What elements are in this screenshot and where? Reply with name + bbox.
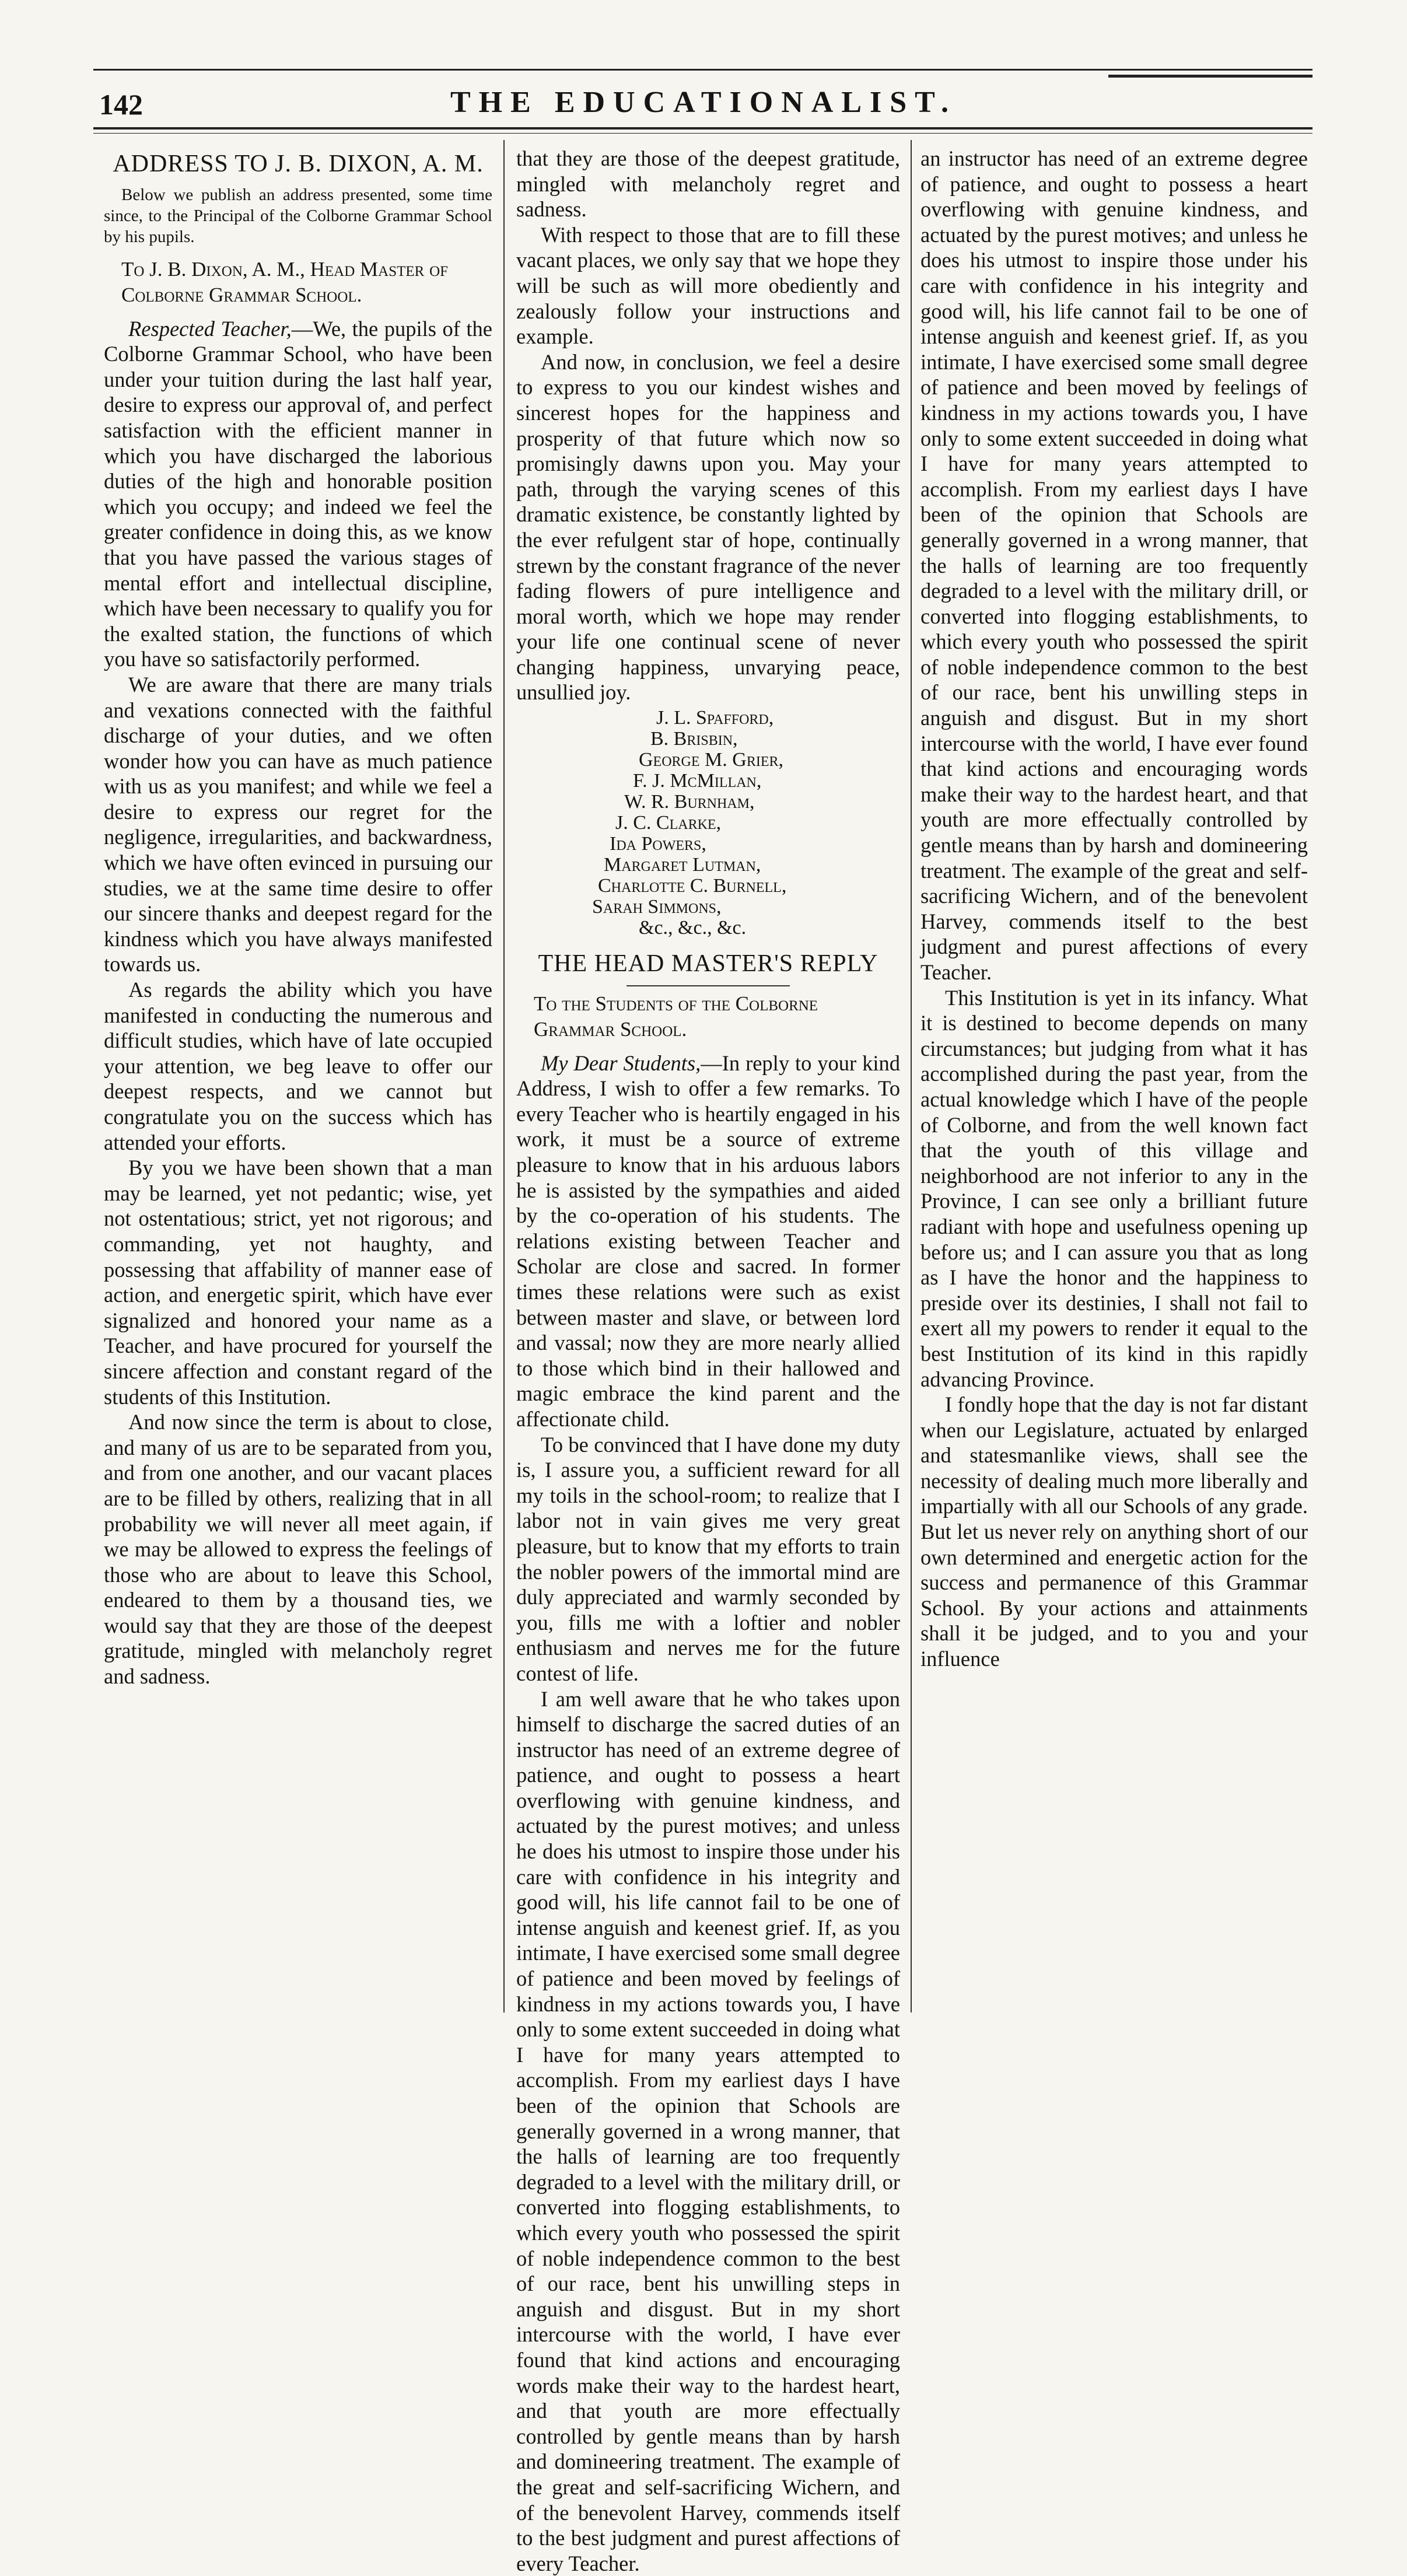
address-paragraph: And now, in conclusion, we feel a desire to express to you our kindest wishes and sincerest hopes for the happiness and prosperity of that future which now so promisingly dawns upon you. May your path, through the varying scenes of this dramatic existence, be constantly lighted by the ever refulgent star of hope, continually strewn by the constant fragrance of the never fading flowers of pure intelligence and moral worth, which we hope may render your life one continual scene of never changing happiness, unvarying peace, unsullied joy. bbox=[516, 349, 900, 705]
address-continued: that they are those of the deepest gratitude, mingled with melancholy regret and sadness. bbox=[516, 146, 900, 222]
header-rule bbox=[1108, 75, 1312, 78]
signatory: B. Brisbin, bbox=[516, 729, 900, 750]
signatories bbox=[516, 708, 900, 939]
signatory: &c., &c., &c. bbox=[516, 918, 900, 939]
column-1 bbox=[104, 146, 492, 2013]
header-rule bbox=[93, 127, 1312, 130]
address-paragraph bbox=[104, 316, 492, 672]
signatory: F. J. McMillan, bbox=[516, 771, 900, 792]
page-number: 142 bbox=[99, 88, 143, 121]
column-2 bbox=[516, 146, 900, 2013]
signatory: George M. Grier, bbox=[516, 750, 900, 771]
address-paragraph: And now since the term is about to close, and many of us are to be separated from you, and from one another, and our vacant places are to be filled by others, realizing that in all probability we will never all meet again, if we may be allowed to express the feelings of those who are about to leave this School, endeared to them by a thousand ties, we would say that they are those of the deepest gratitude, mingled with melancholy regret and sadness. bbox=[104, 1409, 492, 1689]
signatory: J. L. Spafford, bbox=[516, 708, 900, 729]
column-divider bbox=[503, 140, 505, 2013]
address-heading: ADDRESS TO J. B. DIXON, A. M. bbox=[104, 152, 492, 177]
reply-paragraph: I fondly hope that the day is not far distant when our Legislature, actuated by enlarged and statesmanlike views, shall see the necessity of dealing much more liberally and impartially with all our Schools of any grade. But let us never rely on anything short of our own determined and energetic action for the success and permanence of this Grammar School. By your actions and attainments shall it be judged, and to you and your influence bbox=[921, 1392, 1308, 1672]
address-intro: Below we publish an address presented, some time since, to the Principal of the Colborne Grammar School by his pupils. bbox=[104, 184, 492, 247]
reply-p1: —In reply to your kind Address, I wish to offer a few remarks. To every Teacher who is heartily engaged in his work, it must be a source of extreme pleasure to know that in his arduous labors he is assisted by the sympathies and aided by the co-operation of his students. The relations existing between Teacher and Scholar are close and sacred. In former times these relations were such as exist between master and slave, or between lord and vassal; now they are more nearly allied to those which bind in their hallowed and magic embrace the kind parent and the affectionate child. bbox=[516, 1051, 900, 1431]
signatory: W. R. Burnham, bbox=[516, 792, 900, 813]
signatory: Sarah Simmons, bbox=[516, 897, 900, 918]
address-salutation: Respected Teacher, bbox=[128, 317, 292, 341]
address-paragraph: With respect to those that are to fill these vacant places, we only say that we hope they will be such as will more obediently and zealously follow your instructions and example. bbox=[516, 222, 900, 349]
running-title: THE EDUCATIONALIST. bbox=[0, 85, 1407, 120]
address-paragraph: By you we have been shown that a man may be learned, yet not pedantic; wise, yet not ostentatious; strict, yet not rigorous; and commanding, yet not haughty, and possessing that affability of manner ease of action, and energetic spirit, which have ever signalized and honored your name as a Teacher, and have procured for yourself the sincere affection and constant regard of the students of this Institution. bbox=[104, 1155, 492, 1409]
header-rule bbox=[93, 133, 1312, 134]
address-p1: —We, the pupils of the Colborne Grammar School, who have been under your tuition during the last half year, desire to express our approval of, and perfect satisfaction with the efficient manner in which you have discharged the laborious duties of the high and honorable position which you occupy; and indeed we feel the greater confidence in doing this, as we know that you have passed the various stages of mental effort and intellectual discipline, which have been necessary to qualify you for the exalted station, the functions of which you have so satisfactorily performed. bbox=[104, 317, 492, 671]
reply-heading: THE HEAD MASTER'S REPLY bbox=[516, 951, 900, 977]
address-paragraph: As regards the ability which you have manifested in conducting the numerous and difficult studies, which have of late occupied your attention, we beg leave to offer our deepest respects, and we cannot but congratulate you on the success which has attended your efforts. bbox=[104, 977, 492, 1155]
signatory: Ida Powers, bbox=[516, 834, 900, 855]
reply-paragraph: To be convinced that I have done my duty is, I assure you, a sufficient reward for all my toils in the school-room; to realize that I labor not in vain gives me very great pleasure, but to know that my efforts to train the nobler powers of the immortal mind are duly appreciated and warmly seconded by you, fills me with a loftier and nobler enthusiasm and nerves me for the future contest of life. bbox=[516, 1432, 900, 1686]
reply-continued: an instructor has need of an extreme degree of patience, and ought to possess a heart overflowing with genuine kindness, and actuated by the purest motives; and unless he does his utmost to inspire those under his care with confidence in his integrity and good will, his life cannot fail to be one of intense anguish and keenest grief. If, as you intimate, I have exercised some small degree of patience and been moved by feelings of kindness in my actions towards you, I have only to some extent succeeded in doing what I have for many years attempted to accomplish. From my earliest days I have been of the opinion that Schools are generally governed in a wrong manner, that the halls of learning are too frequently degraded to a level with the military drill, or converted into flogging establishments, to which every youth who possessed the spirit of noble independence common to the best of our race, bent his unwilling steps in anguish and disgust. But in my short intercourse with the world, I have ever found that kind actions and encouraging words make their way to the hardest heart, and that youth are more effectually controlled by gentle means than by harsh and domineering treatment. The example of the great and self-sacrificing Wichern, and of the benevolent Harvey, commends itself to the best judgment and purest affections of every Teacher. bbox=[921, 146, 1308, 985]
signatory: Charlotte C. Burnell, bbox=[516, 876, 900, 897]
heading-rule bbox=[626, 985, 790, 986]
reply-paragraph: This Institution is yet in its infancy. What it is destined to become depends on many circumstances; but judging from what it has accomplished during the past year, from the actual knowledge which I have of the people of Colborne, and from the well known fact that the youth of this village and neighborhood are not inferior to any in the Province, I can see only a brilliant future radiant with hope and usefulness opening up before us; and I can assure you that as long as I have the honor and the happiness to preside over its destinies, I shall not fail to exert all my powers to render it equal to the best Institution of its kind in this rapidly advancing Province. bbox=[921, 985, 1308, 1392]
header-rule bbox=[93, 69, 1312, 71]
reply-to-line: To the Students of the Colborne Grammar School. bbox=[516, 991, 900, 1042]
address-paragraph: We are aware that there are many trials and vexations connected with the faithful discharge of your duties, and we often wonder how you can have as much patience with us as you manifest; and while we feel a desire to express our regret for the negligence, irregularities, and backwardness, which we have often evinced in pursuing our studies, we at the same time desire to offer our sincere thanks and deepest regard for the kindness which you have always manifested towards us. bbox=[104, 672, 492, 977]
reply-paragraph bbox=[516, 1051, 900, 1432]
address-to-line: To J. B. Dixon, A. M., Head Master of Colborne Grammar School. bbox=[104, 257, 492, 308]
reply-salutation: My Dear Students, bbox=[541, 1051, 701, 1075]
column-3 bbox=[921, 146, 1308, 2013]
reply-paragraph: I am well aware that he who takes upon himself to discharge the sacred duties of an instructor has need of an extreme degree of patience, and ought to possess a heart overflowing with genuine kindness, and actuated by the purest motives; and unless he does his utmost to inspire those under his care with confidence in his integrity and good will, his life cannot fail to be one of intense anguish and keenest grief. If, as you intimate, I have exercised some small degree of patience and been moved by feelings of kindness in my actions towards you, I have only to some extent succeeded in doing what I have for many years attempted to accomplish. From my earliest days I have been of the opinion that Schools are generally governed in a wrong manner, that the halls of learning are too frequently degraded to a level with the military drill, or converted into flogging establishments, to which every youth who possessed the spirit of noble independence common to the best of our race, bent his unwilling steps in anguish and disgust. But in my short intercourse with the world, I have ever found that kind actions and encouraging words make their way to the hardest heart, and that youth are more effectually controlled by gentle means than by harsh and domineering treatment. The example of the great and self-sacrificing Wichern, and of the benevolent Harvey, commends itself to the best judgment and purest affections of every Teacher. bbox=[516, 1686, 900, 2576]
column-divider bbox=[911, 140, 912, 2013]
signatory: J. C. Clarke, bbox=[516, 813, 900, 834]
signatory: Margaret Lutman, bbox=[516, 855, 900, 876]
